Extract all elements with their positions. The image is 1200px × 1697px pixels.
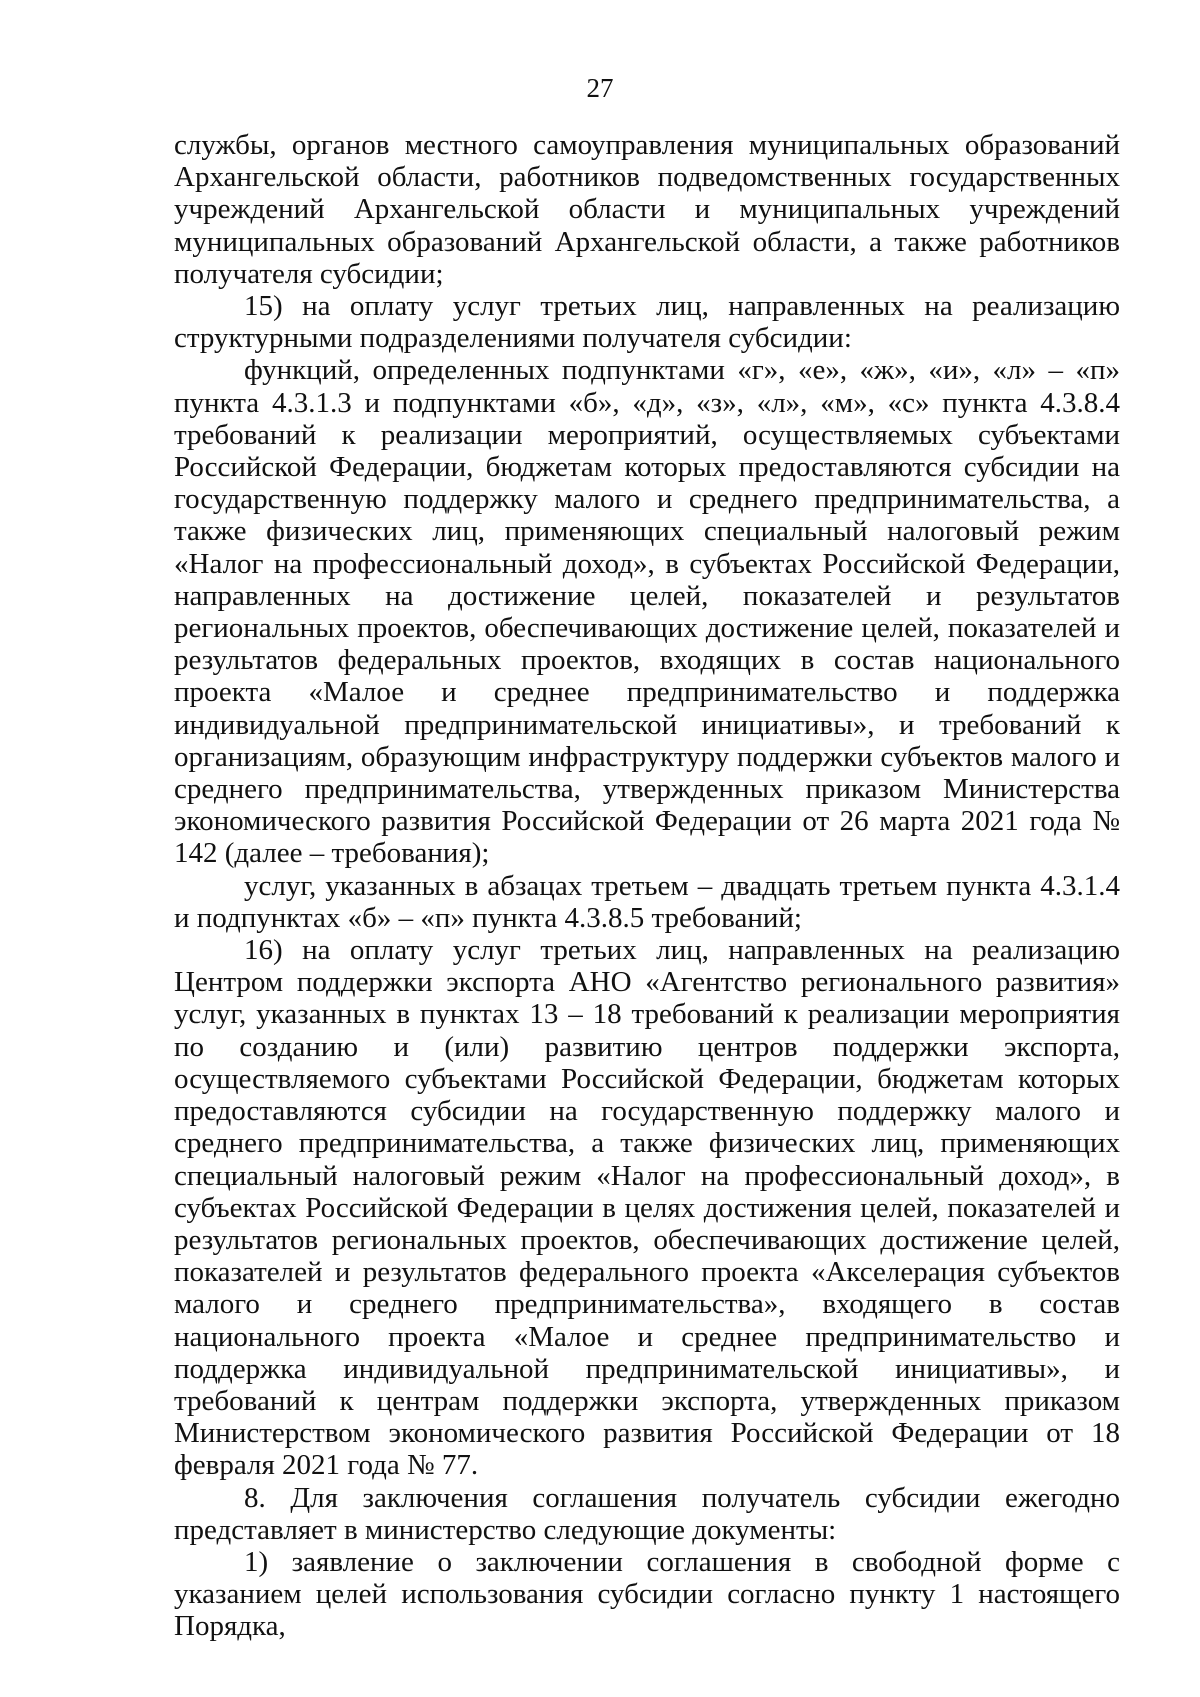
paragraph-services: услуг, указанных в абзацах третьем – двадцать третьем пункта 4.3.1.4 и подпунктах «б» – «п» пункта 4.3.8.5 требований; bbox=[174, 869, 1120, 934]
paragraph-item-15: 15) на оплату услуг третьих лиц, направленных на реализацию структурными подразделениями получателя субсидии: bbox=[174, 290, 1120, 355]
paragraph-item-1: 1) заявление о заключении соглашения в свободной форме с указанием целей использования субсидии согласно пункту 1 настоящего Порядка, bbox=[174, 1545, 1120, 1643]
paragraph-section-8: 8. Для заключения соглашения получатель субсидии ежегодно представляет в министерство следующие документы: bbox=[174, 1481, 1120, 1546]
paragraph-continuation: службы, органов местного самоуправления муниципальных образований Архангельской области, работников подведомственных государственных учреждений Архангельской области и муниципальных учреждений муниципальных образований Архангельской области, а также работников получателя субсидии; bbox=[174, 129, 1120, 290]
paragraph-item-16: 16) на оплату услуг третьих лиц, направленных на реализацию Центром поддержки экспорта АНО «Агентство регионального развития» услуг, указанных в пунктах 13 – 18 требований к реализации мероприятия по созданию и (или) развитию центров поддержки экспорта, осуществляемого субъектами Российской Федерации, бюджетам которых предоставляются субсидии на государственную поддержку малого и среднего предпринимательства, а также физических лиц, применяющих специальный налоговый режим «Налог на профессиональный доход», в субъектах Российской Федерации в целях достижения целей, показателей и результатов региональных проектов, обеспечивающих достижение целей, показателей и результатов федерального проекта «Акселерация субъектов малого и среднего предпринимательства», входящего в состав национального проекта «Малое и среднее предпринимательство и поддержка индивидуальной предпринимательской инициативы», и требований к центрам поддержки экспорта, утвержденных приказом Министерством экономического развития Российской Федерации от 18 февраля 2021 года № 77. bbox=[174, 934, 1120, 1482]
paragraph-functions: функций, определенных подпунктами «г», «е», «ж», «и», «л» – «п» пункта 4.3.1.3 и подпунктами «б», «д», «з», «л», «м», «с» пункта 4.3.8.4 требований к реализации мероприятий, осуществляемых субъектами Российской Федерации, бюджетам которых предоставляются субсидии на государственную поддержку малого и среднего предпринимательства, а также физических лиц, применяющих специальный налоговый режим «Налог на профессиональный доход», в субъектах Российской Федерации, направленных на достижение целей, показателей и результатов региональных проектов, обеспечивающих достижение целей, показателей и результатов федеральных проектов, входящих в состав национального проекта «Малое и среднее предпринимательство и поддержка индивидуальной предпринимательской инициативы», и требований к организациям, образующим инфраструктуру поддержки субъектов малого и среднего предпринимательства, утвержденных приказом Министерства экономического развития Российской Федерации от 26 марта 2021 года № 142 (далее – требования); bbox=[174, 354, 1120, 870]
page-number: 27 bbox=[586, 73, 614, 103]
document-body bbox=[174, 129, 1120, 1643]
